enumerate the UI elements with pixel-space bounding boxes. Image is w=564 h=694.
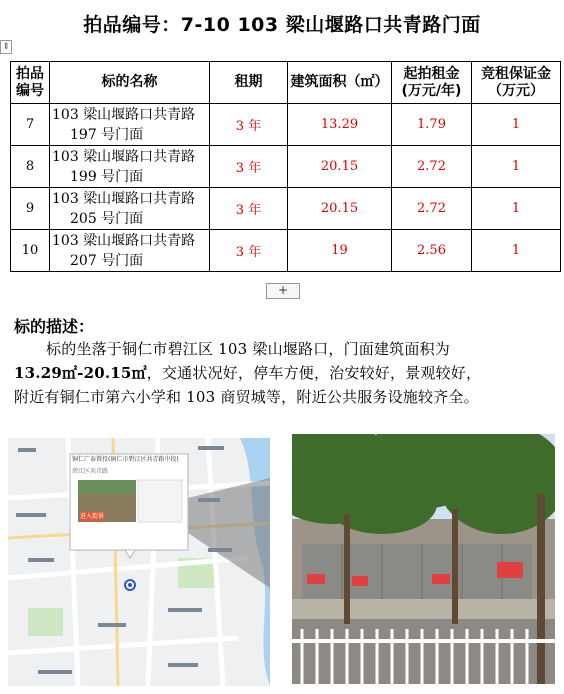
- add-row-button[interactable]: +: [266, 283, 300, 299]
- header-start-rent: 起拍租金 (万元/年): [392, 62, 472, 104]
- deposit-cell: 1: [472, 230, 561, 272]
- table-header-row: [11, 62, 561, 104]
- storefront-photo: [292, 434, 555, 684]
- description-line: 附近有铜仁市第六小学和 103 商贸城等，附近公共服务设施较齐全。: [14, 388, 479, 406]
- term-cell: 3 年: [210, 230, 288, 272]
- header-lot-no: 拍品 编号: [11, 62, 50, 104]
- header-name: 标的名称: [50, 62, 210, 104]
- lot-no-cell: 8: [11, 146, 50, 188]
- name-cell: 103 梁山堰路口共青路 199 号门面: [50, 146, 210, 188]
- term-cell: 3 年: [210, 188, 288, 230]
- description-line: 标的坐落于铜仁市碧江区 103 梁山堰路口，门面建筑面积为: [46, 340, 450, 358]
- description-heading: 标的描述：: [14, 317, 95, 336]
- description-line: 13.29㎡-20.15㎡，交通状况好，停车方便，治安较好，景观较好，: [14, 364, 482, 382]
- description-text: [14, 337, 562, 409]
- name-cell: 103 梁山堰路口共青路 205 号门面: [50, 188, 210, 230]
- start-rent-cell: 2.56: [392, 230, 472, 272]
- table-row: [11, 146, 561, 188]
- area-cell: 20.15: [288, 146, 392, 188]
- lot-no-cell: 9: [11, 188, 50, 230]
- table-move-handle[interactable]: ⇕: [0, 40, 12, 54]
- map-popup-tag: 进入街景: [80, 513, 105, 520]
- deposit-cell: 1: [472, 146, 561, 188]
- name-cell: 103 梁山堰路口共青路 207 号门面: [50, 230, 210, 272]
- start-rent-cell: 2.72: [392, 146, 472, 188]
- header-deposit: 竞租保证金 （万元）: [472, 62, 561, 104]
- lot-no-cell: 7: [11, 104, 50, 146]
- term-cell: 3 年: [210, 104, 288, 146]
- deposit-cell: 1: [472, 188, 561, 230]
- header-area: 建筑面积（㎡）: [288, 62, 392, 104]
- start-rent-cell: 2.72: [392, 188, 472, 230]
- table-row: [11, 188, 561, 230]
- start-rent-cell: 1.79: [392, 104, 472, 146]
- location-map: [8, 438, 270, 686]
- document-title: 拍品编号：7-10 103 梁山堰路口共青路门面: [83, 14, 481, 36]
- auction-table: [10, 61, 561, 272]
- area-cell: 20.15: [288, 188, 392, 230]
- map-popup-title: 铜仁广泰置投(铜仁市碧江区共青路中段): [72, 456, 179, 463]
- table-row: [11, 230, 561, 272]
- lot-no-cell: 10: [11, 230, 50, 272]
- deposit-cell: 1: [472, 104, 561, 146]
- storefront-photo-graphic: [292, 434, 555, 684]
- table-row: [11, 104, 561, 146]
- area-cell: 19: [288, 230, 392, 272]
- header-term: 租期: [210, 62, 288, 104]
- map-popup-subtitle: 碧江区共青路: [72, 468, 109, 475]
- name-cell: 103 梁山堰路口共青路 197 号门面: [50, 104, 210, 146]
- term-cell: 3 年: [210, 146, 288, 188]
- area-cell: 13.29: [288, 104, 392, 146]
